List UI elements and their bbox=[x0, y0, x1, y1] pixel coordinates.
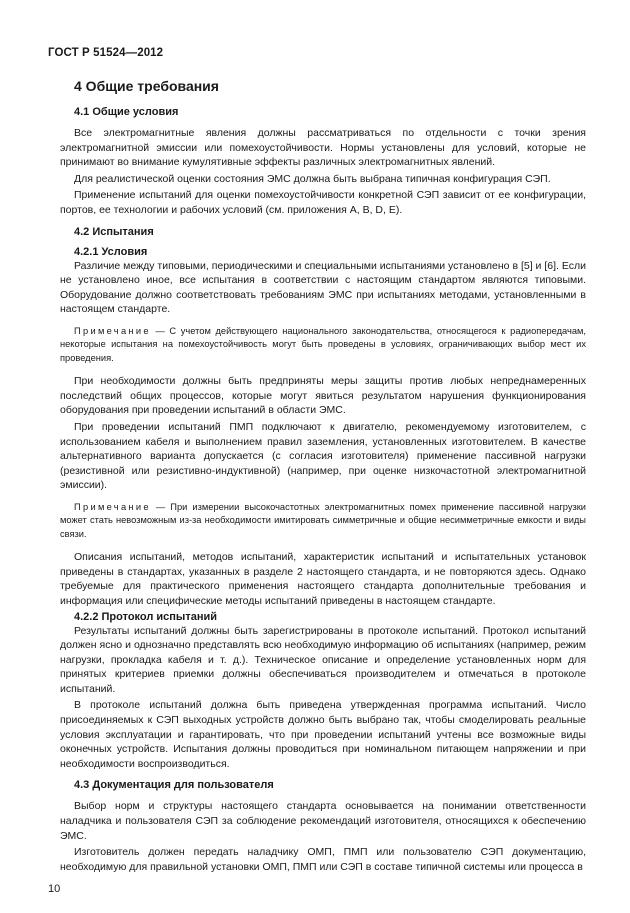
paragraph: Описания испытаний, методов испытаний, характеристик испытаний и испытательных установок приведены в стандартах, указанных в разделе 2 настоящего стандарта, и не повторяются здесь. Однако требуемые для практического применения настоящего стандарта дополнительные требования и информация или специфические методы испытаний приведены в настоящем стандарте. bbox=[60, 551, 586, 607]
page-content bbox=[60, 78, 586, 876]
note-label: Примечание bbox=[74, 325, 151, 336]
paragraph: Результаты испытаний должны быть зарегистрированы в протоколе испытаний. Протокол испытаний должен ясно и однозначно представлять всю необходимую информацию об испытаниях (например, режим нагрузки, прокладка кабеля и т. д.). Техническое описание и определение установленных норм для принятых критериев приемки должны обеспечиваться производителем и отмечаться в протоколе испытаний. bbox=[60, 624, 586, 695]
standard-code-header: ГОСТ Р 51524—2012 bbox=[48, 47, 164, 59]
section-4-2-title: 4.2 Испытания bbox=[74, 225, 154, 238]
paragraph: Все электромагнитные явления должны рассматриваться по отдельности с точки зрения электромагнитной эмиссии или помехоустойчивости. Нормы установлены для условий, которые не принимают во внимание кумулятивные эффекты различных электромагнитных явлений. bbox=[60, 127, 586, 169]
paragraph: Для реалистической оценки состояния ЭМС должна быть выбрана типичная конфигурация СЭП. bbox=[74, 172, 551, 185]
section-4-2-2-title: 4.2.2 Протокол испытаний bbox=[74, 610, 217, 623]
paragraph: При необходимости должны быть предприняты меры защиты против любых непреднамеренных последствий общих процессов, которые могут явиться результатом нарушения функционирования оборудования при проведении испытаний в области ЭМС. bbox=[60, 375, 586, 417]
note-text: — При измерении высокочастотных электромагнитных помех применение пассивной нагрузки может стать невозможным из-за необходимости имитировать симметричные и общие несимметричные емкости и виды связи. bbox=[60, 501, 586, 539]
paragraph: Применение испытаний для оценки помехоустойчивости конкретной СЭП зависит от ее конфигурации, портов, ее технологии и рабочих условий (см. приложения А, В, D, E). bbox=[60, 189, 586, 216]
paragraph: При проведении испытаний ПМП подключают к двигателю, рекомендуемому изготовителем, с использованием кабеля и выполнением правил заземления, установленных изготовителем. В качестве альтернативного варианта допускается (с согласия изготовителя) применение пассивной нагрузки (резистивной или резистивно-индуктивной) (например, при оценке низкочастотной электромагнитной эмиссии). bbox=[60, 420, 586, 492]
note-1 bbox=[60, 325, 586, 365]
note-label: Примечание bbox=[74, 501, 151, 512]
section-4-1-title: 4.1 Общие условия bbox=[74, 106, 179, 118]
section-4-2-1-title: 4.2.1 Условия bbox=[74, 245, 148, 258]
section-4-title: 4 Общие требования bbox=[74, 78, 219, 94]
note-2 bbox=[60, 501, 586, 541]
paragraph: Выбор норм и структуры настоящего стандарта основывается на понимании ответственности наладчика и пользователя СЭП за соблюдение рекомендаций изготовителя, относящихся к обеспечению ЭМС. bbox=[60, 800, 586, 842]
note-text: — С учетом действующего национального законодательства, относящегося к радиопередачам, некоторые испытания на помехоустойчивость могут быть проведены в условиях, ограничивающих выбор мест их проведения. bbox=[60, 325, 586, 363]
paragraph: Изготовитель должен передать наладчику ОМП, ПМП или пользователю СЭП документацию, необходимую для правильной установки ОМП, ПМП или СЭП в составе типичной системы или процесса в bbox=[60, 846, 586, 873]
section-4-3-title: 4.3 Документация для пользователя bbox=[74, 779, 274, 792]
page-number: 10 bbox=[48, 883, 61, 895]
paragraph: Различие между типовыми, периодическими и специальными испытаниями установлено в [5] и [6]. Если не установлено иное, все испытания в соответствии с настоящим стандартом являются типовыми. Оборудование должно соответствовать требованиям ЭМС при испытаниях методами, установленными в настоящем стандарте. bbox=[60, 259, 586, 316]
paragraph: В протоколе испытаний должна быть приведена утвержденная программа испытаний. Число присоединяемых к СЭП выходных устройств должно быть выбрано так, чтобы смоделировать реальные условия эксплуатации и гарантировать, что при проведении испытаний учтены все возможные виды оконечных устройств. Испытания должны проводиться при номинальном питающем напряжении и при необходимости воспроизводиться. bbox=[60, 699, 586, 770]
